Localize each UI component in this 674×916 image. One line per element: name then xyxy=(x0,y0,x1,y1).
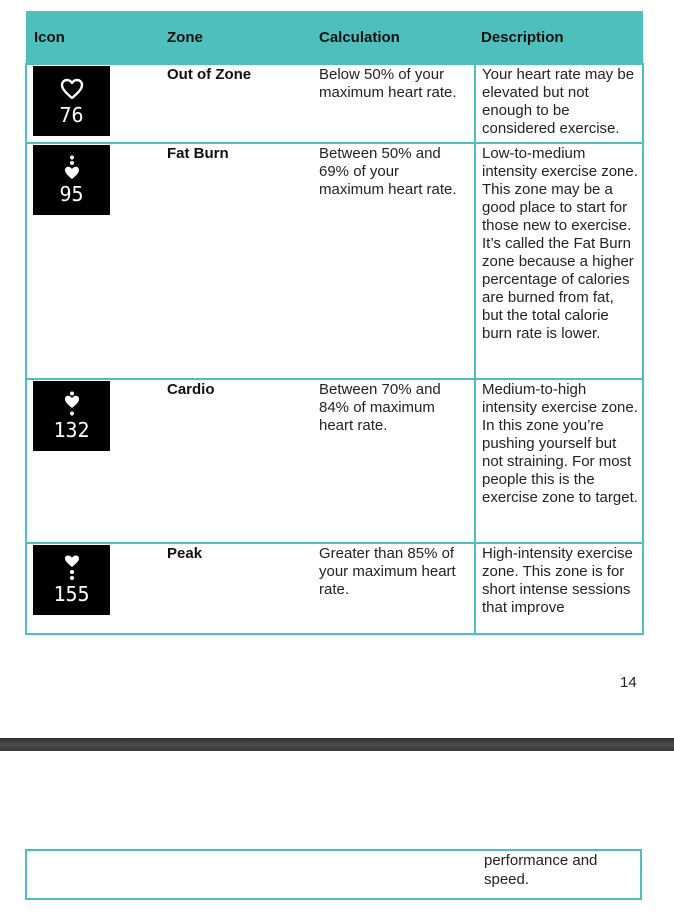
heart-rate-value: 95 xyxy=(59,182,84,206)
page-number: 14 xyxy=(620,674,637,691)
icon-cell xyxy=(26,379,159,543)
peak-heart-icon xyxy=(62,555,82,581)
icon-cell xyxy=(26,64,159,143)
icon-cell xyxy=(26,543,159,634)
header-icon: Icon xyxy=(26,11,159,64)
zone-name: Cardio xyxy=(159,379,311,543)
zone-calculation: Between 50% and 69% of your maximum heart rate. xyxy=(311,143,475,379)
zone-description: Your heart rate may be elevated but not enough to be considered exercise. xyxy=(475,64,643,143)
heart-outline-icon xyxy=(60,78,84,100)
zone-name: Peak xyxy=(159,543,311,634)
cardio-heart-icon xyxy=(62,391,82,417)
header-zone: Zone xyxy=(159,11,311,64)
zone-calculation: Greater than 85% of your maximum heart rate. xyxy=(311,543,475,634)
table-row xyxy=(26,143,643,379)
heart-rate-value: 155 xyxy=(53,582,90,606)
heart-rate-tile xyxy=(33,145,110,215)
zone-name: Fat Burn xyxy=(159,143,311,379)
zone-description: High-intensity exercise zone. This zone is for short intense sessions that improve xyxy=(475,543,643,634)
heart-rate-tile xyxy=(33,66,110,136)
zone-description-continued: performance and speed. xyxy=(484,852,598,888)
table-row xyxy=(26,543,643,634)
table-row xyxy=(26,64,643,143)
header-description: Description xyxy=(475,11,643,64)
heart-rate-value: 132 xyxy=(53,418,90,442)
table-header-row xyxy=(26,11,643,64)
zone-name: Out of Zone xyxy=(159,64,311,143)
heart-rate-tile xyxy=(33,381,110,451)
zone-description: Low-to-medium intensity exercise zone. This zone may be a good place to start for those new to exercise. It’s called the Fat Burn zone because a higher percentage of calories are burned from fat, but the total calorie burn rate is lower. xyxy=(475,143,643,379)
heart-rate-zones-table xyxy=(25,11,644,635)
zone-calculation: Between 70% and 84% of maximum heart rate. xyxy=(311,379,475,543)
zone-description: Medium-to-high intensity exercise zone. In this zone you’re pushing yourself but not straining. For most people this is the exercise zone to target. xyxy=(475,379,643,543)
zone-calculation: Below 50% of your maximum heart rate. xyxy=(311,64,475,143)
table-continuation xyxy=(25,849,642,900)
icon-cell xyxy=(26,143,159,379)
header-calculation: Calculation xyxy=(311,11,475,64)
heart-rate-value: 76 xyxy=(59,103,84,127)
fat-burn-heart-icon xyxy=(62,155,82,181)
page-divider xyxy=(0,738,674,751)
heart-rate-tile xyxy=(33,545,110,615)
table-row xyxy=(26,379,643,543)
